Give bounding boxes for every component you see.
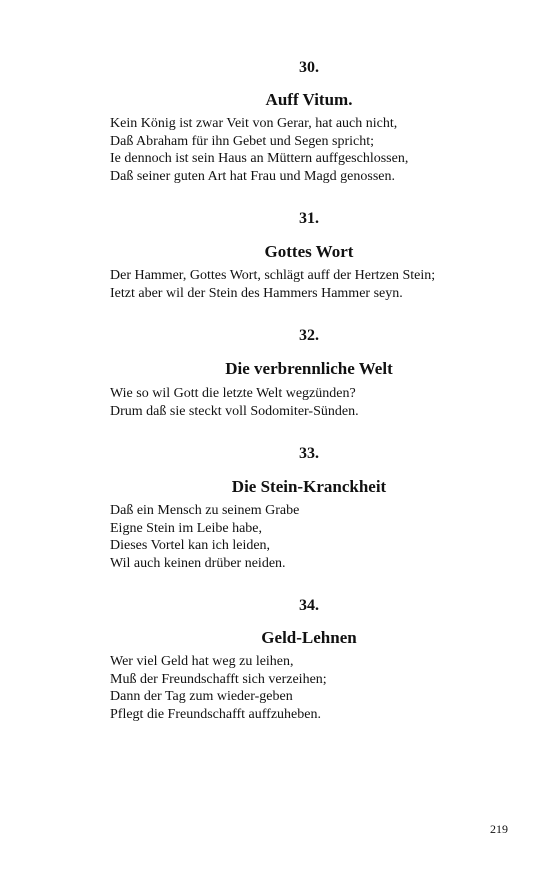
poem-number: 30.	[299, 59, 319, 76]
poem-line: Ie dennoch ist sein Haus an Müttern auffgeschlossen,	[110, 151, 409, 166]
poem-title: Die Stein-Kranckheit	[231, 477, 387, 496]
poem-line: Daß Abraham für ihn Gebet und Segen spricht;	[110, 133, 374, 149]
poem-line: Wer viel Geld hat weg zu leihen,	[110, 654, 294, 669]
poem-number: 33.	[299, 445, 319, 462]
poem-line: Wie so wil Gott die letzte Welt wegzünden?	[110, 386, 356, 401]
poem-33	[110, 444, 508, 572]
poem-lines	[110, 115, 508, 185]
poem-line: Muß der Freundschafft sich verzeihen;	[110, 671, 327, 687]
poem-number: 32.	[299, 327, 319, 344]
poem-line: Drum daß sie steckt voll Sodomiter-Sünden.	[110, 403, 359, 419]
poem-line: Pflegt die Freundschafft auffzuheben.	[110, 706, 321, 722]
poem-line: Dann der Tag zum wieder-geben	[110, 689, 293, 704]
page-number: 219	[490, 822, 508, 836]
poem-30	[110, 58, 508, 185]
poem-line: Daß ein Mensch zu seinem Grabe	[110, 503, 300, 518]
poem-line: Eigne Stein im Leibe habe,	[110, 520, 263, 536]
poem-32	[110, 326, 508, 420]
poem-number: 31.	[299, 210, 319, 227]
poem-line: Daß seiner guten Art hat Frau und Magd genossen.	[110, 168, 395, 184]
poem-lines	[110, 385, 508, 420]
poem-line: Kein König ist zwar Veit von Gerar, hat auch nicht,	[110, 116, 398, 131]
poem-34	[110, 596, 508, 723]
poem-title: Geld-Lehnen	[261, 628, 357, 647]
poem-lines	[110, 653, 508, 723]
poem-number: 34.	[299, 597, 319, 614]
poem-line: Der Hammer, Gottes Wort, schlägt auff der Hertzen Stein;	[110, 268, 436, 283]
poem-title: Gottes Wort	[264, 242, 354, 261]
poem-line: Dieses Vortel kan ich leiden,	[110, 538, 271, 553]
poem-title: Auff Vitum.	[265, 90, 353, 109]
poem-title: Die verbrennliche Welt	[225, 359, 393, 378]
poem-line: Wil auch keinen drüber neiden.	[110, 555, 286, 571]
poem-line: Ietzt aber wil der Stein des Hammers Hammer seyn.	[110, 285, 403, 301]
poem-lines	[110, 267, 508, 302]
poem-31	[110, 209, 508, 302]
poem-lines	[110, 502, 508, 572]
